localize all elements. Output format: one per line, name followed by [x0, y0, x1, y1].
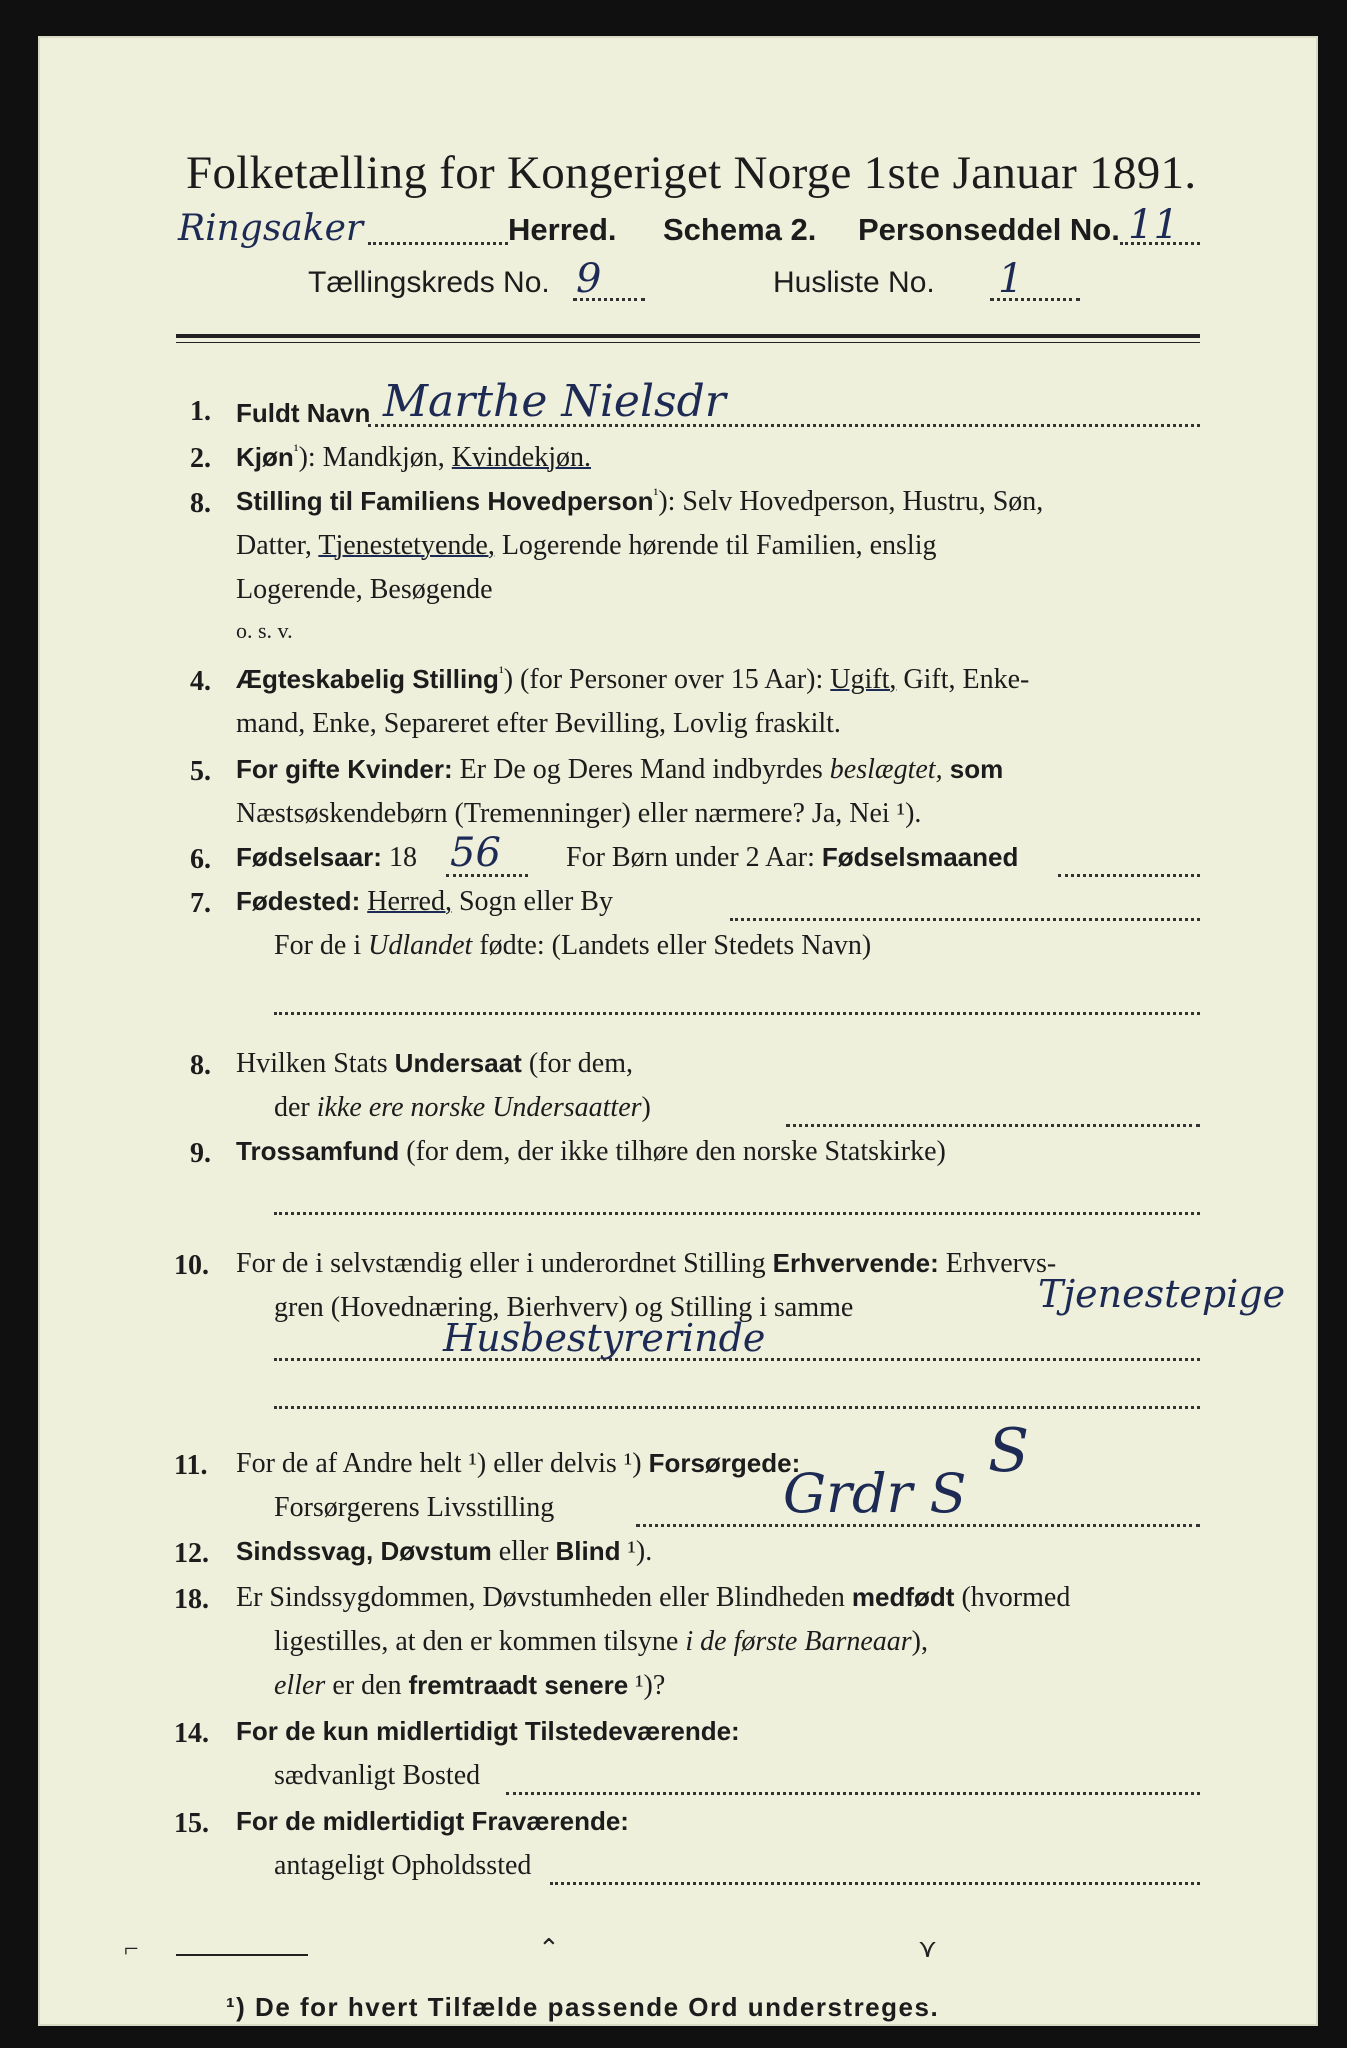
item-12-number: 12.	[174, 1538, 209, 1569]
item-6-year-dots	[446, 874, 528, 877]
item-3-line-4: o. s. v.	[236, 618, 293, 643]
header-rule-thin	[176, 342, 1200, 343]
item-8-line-1	[236, 1048, 633, 1080]
item-2-label: Kjøn	[236, 442, 294, 472]
item-11-number: 11.	[174, 1450, 208, 1481]
herred-dots	[368, 242, 508, 245]
husliste-dots	[990, 298, 1080, 301]
item-13-text-c: (hvormed	[954, 1582, 1071, 1613]
item-12-tail: ¹).	[620, 1536, 653, 1567]
item-14-number: 14.	[174, 1718, 209, 1749]
item-2-number: 2.	[190, 443, 211, 474]
item-4-sup: ¹	[498, 664, 504, 682]
item-10-label: Erhvervende:	[772, 1248, 939, 1278]
item-6-value: 56	[450, 830, 501, 876]
item-13-text-2c: ),	[911, 1626, 928, 1657]
footnote-rule	[176, 1954, 308, 1956]
item-13-number: 18.	[174, 1584, 209, 1615]
item-10-line-2: gren (Hovednæring, Bierhverv) og Stilling i samme	[274, 1292, 854, 1323]
item-12-label: Sindssvag, Døvstum	[236, 1536, 492, 1566]
corner-mark-left: ⌐	[124, 1934, 139, 1963]
item-8-text-2b: ikke ere norske Undersaatter	[316, 1092, 642, 1123]
herred-value: Ringsaker	[178, 208, 364, 249]
item-7-text-2b: Udlandet	[368, 930, 473, 961]
item-3-option-datter: Datter,	[236, 530, 319, 561]
kreds-value: 9	[576, 256, 602, 302]
item-11-line-2: Forsørgerens Livsstilling	[274, 1492, 555, 1523]
item-11-value-1: S	[988, 1416, 1030, 1486]
item-7-text-2a: For de i	[274, 930, 369, 961]
item-9-line	[236, 1136, 946, 1168]
item-7-text-b: Sogn eller By	[451, 886, 613, 917]
item-7-dots-1	[730, 918, 1200, 921]
item-13-text-3d: ¹)?	[628, 1670, 666, 1701]
item-7-selected: Herred,	[367, 886, 452, 917]
item-9-label: Trossamfund	[236, 1136, 400, 1166]
item-13-text-3a: eller	[274, 1670, 326, 1701]
husliste-value: 1	[998, 256, 1024, 302]
item-10-value-2: Husbestyrerinde	[443, 1316, 766, 1360]
item-8-number: 8.	[190, 1050, 211, 1081]
item-11-text-a: For de af Andre helt ¹) eller delvis ¹)	[236, 1448, 649, 1479]
item-2-text	[236, 442, 591, 474]
item-13-text-3b: er den	[325, 1670, 409, 1701]
item-11-dots	[636, 1524, 1200, 1527]
kreds-dots	[573, 298, 645, 301]
item-13-label-2: fremtraadt senere	[408, 1670, 629, 1700]
kreds-label: Tællingskreds No.	[308, 266, 550, 299]
item-14-text-a: For de kun	[236, 1716, 377, 1746]
item-3-sup: ¹	[653, 486, 659, 504]
herred-label: Herred.	[508, 212, 617, 247]
item-13-line-1	[236, 1582, 1070, 1614]
item-5-text-a: Er De og Deres Mand indbyrdes	[452, 754, 830, 785]
item-8-line-2	[274, 1092, 651, 1124]
item-12-label-2: Blind	[555, 1536, 621, 1566]
item-8-label: Undersaat	[394, 1048, 522, 1078]
item-4-text-c: Gift, Enke-	[896, 664, 1030, 695]
footnote-text: ¹) De for hvert Tilfælde passende Ord understreges.	[226, 1992, 940, 2022]
item-6-label: Fødselsaar:	[236, 842, 382, 872]
item-15-dots	[550, 1882, 1200, 1885]
item-15-line-2: antageligt Opholdssted	[274, 1850, 532, 1881]
corner-mark-middle: ⌃	[538, 1934, 560, 1963]
item-6-mid: For Børn under 2 Aar:	[566, 842, 822, 873]
item-9-number: 9.	[190, 1138, 211, 1169]
item-7-line-1	[236, 886, 613, 918]
item-12-mid: eller	[491, 1536, 556, 1567]
item-8-text-c: (for dem,	[521, 1048, 634, 1079]
item-6-label-2: Fødselsmaaned	[821, 842, 1019, 872]
item-7-number: 7.	[190, 888, 211, 919]
item-9-dots	[274, 1212, 1200, 1215]
item-3-selected: Tjenestetyende,	[318, 530, 495, 561]
item-3-options-1: ): Selv Hovedperson, Hustru, Søn,	[658, 486, 1044, 517]
item-8-dots	[786, 1124, 1200, 1127]
item-6-number: 6.	[190, 844, 211, 875]
item-12-line	[236, 1536, 652, 1568]
item-1-number: 1.	[190, 396, 211, 427]
item-4-label: Ægteskabelig Stilling	[236, 664, 499, 694]
item-4-text-a: ) (for Personer over 15 Aar):	[503, 664, 831, 695]
item-7-line-2	[274, 930, 871, 962]
item-7-text-2c: fødte: (Landets eller Stedets Navn)	[472, 930, 872, 961]
item-4-selected: Ugift,	[830, 664, 897, 695]
item-8-text-2a: der	[274, 1092, 317, 1123]
item-5-text-c: som	[942, 754, 1004, 784]
item-6-prefix: 18	[381, 842, 417, 873]
item-15-number: 15.	[174, 1808, 209, 1839]
census-form-sheet	[38, 36, 1318, 2026]
personseddel-value: 11	[1128, 202, 1179, 248]
corner-mark-right: ⋎	[918, 1934, 938, 1963]
item-10-text-c: Erhvervs-	[938, 1248, 1057, 1279]
item-10-value-1: Tjenestepige	[1038, 1272, 1286, 1316]
item-14-line-2: sædvanligt Bosted	[274, 1760, 481, 1791]
item-2-sup: ¹	[293, 442, 299, 460]
schema-label: Schema 2.	[663, 212, 817, 247]
item-3-line-1	[236, 486, 1200, 518]
personseddel-dots	[1120, 242, 1200, 245]
item-5-number: 5.	[190, 756, 211, 787]
item-13-text-2a: ligestilles, at den er kommen tilsyne	[274, 1626, 686, 1657]
item-1-dots	[368, 424, 1200, 427]
item-3-line-3: Logerende, Besøgende	[236, 574, 493, 605]
item-11-line-1	[236, 1448, 800, 1480]
item-11-value-2: Grdr S	[783, 1462, 967, 1525]
item-14-label: midlertidigt Tilstedeværende:	[376, 1716, 740, 1746]
item-15-text-a: For de	[236, 1806, 323, 1836]
item-10-dots-1	[274, 1358, 1200, 1361]
item-14-dots	[506, 1792, 1200, 1795]
item-11-label: Forsørgede:	[648, 1448, 801, 1478]
item-10-line-1	[236, 1248, 1056, 1280]
item-7-label: Fødested:	[236, 886, 361, 916]
item-3-number: 8.	[190, 488, 211, 519]
item-13-label: medfødt	[851, 1582, 955, 1612]
husliste-label: Husliste No.	[773, 266, 935, 299]
item-8-text-a: Hvilken Stats	[236, 1048, 395, 1079]
item-10-number: 10.	[174, 1250, 209, 1281]
item-4-line-2: mand, Enke, Separeret efter Bevilling, Lovlig fraskilt.	[236, 708, 841, 739]
item-2-options: ): Mandkjøn,	[298, 442, 452, 473]
item-8-text-2c: )	[641, 1092, 651, 1123]
item-10-text-a: For de i selvstændig eller i underordnet Stilling	[236, 1248, 773, 1279]
header-rule-thick	[176, 334, 1200, 338]
item-15-label: midlertidigt Fraværende:	[322, 1806, 629, 1836]
form-title: Folketælling for Kongeriget Norge 1ste Januar 1891.	[186, 147, 1197, 199]
item-6-month-dots	[1058, 874, 1200, 877]
item-4-line-1	[236, 664, 1029, 696]
item-6-line-b	[566, 842, 1018, 874]
item-2-selected: Kvindekjøn.	[451, 442, 591, 473]
item-6-line	[236, 842, 417, 874]
item-5-label: For gifte Kvinder:	[236, 754, 453, 784]
item-7-dots-2	[274, 1012, 1200, 1015]
item-13-line-2	[274, 1626, 928, 1658]
item-3-options-2: Logerende hørende til Familien, enslig	[494, 530, 937, 561]
item-3-label: Stilling til Familiens Hovedperson	[236, 486, 654, 516]
item-15-line-1	[236, 1806, 629, 1838]
item-5-line-2: Næstsøskendebørn (Tremenninger) eller nærmere? Ja, Nei ¹).	[236, 798, 922, 829]
item-3-line-2	[236, 530, 936, 562]
item-4-number: 4.	[190, 666, 211, 697]
item-10-dots-2	[274, 1406, 1200, 1409]
item-9-text: (for dem, der ikke tilhøre den norske Statskirke)	[399, 1136, 946, 1167]
item-13-text-2b: i de første Barneaar	[685, 1626, 912, 1657]
item-1-label: Fuldt Navn	[236, 398, 371, 428]
item-1-value: Marthe Nielsdr	[383, 376, 726, 427]
item-13-text-a: Er Sindssygdommen, Døvstumheden eller Blindheden	[236, 1582, 852, 1613]
item-13-line-3	[274, 1670, 665, 1702]
item-5-line-1	[236, 754, 1003, 786]
item-14-line-1	[236, 1716, 740, 1748]
item-5-text-b: beslægtet,	[829, 754, 943, 785]
personseddel-label: Personseddel No.	[858, 212, 1120, 247]
